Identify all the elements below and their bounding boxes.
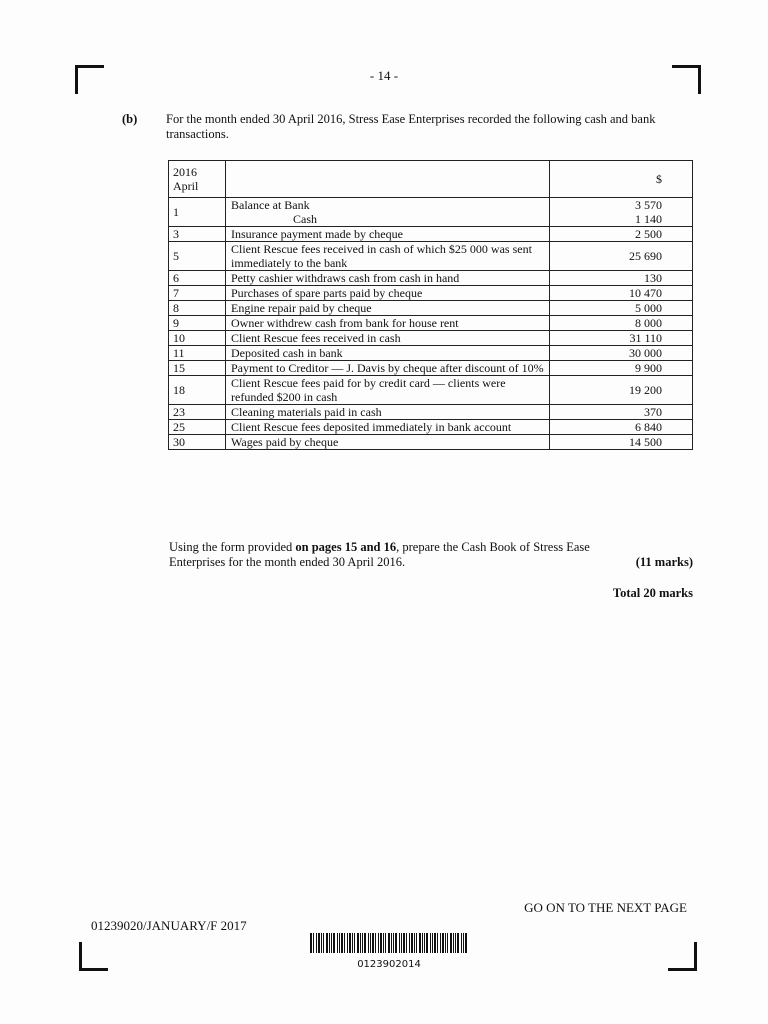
barcode-bar xyxy=(310,933,312,953)
table-row xyxy=(169,376,693,405)
description-cell: Client Rescue fees received in cash of which $25 000 was sent immediately to the bank xyxy=(226,242,550,271)
barcode-bar xyxy=(383,933,384,953)
barcode-bar xyxy=(409,933,410,953)
instruction-pre: Using the form provided xyxy=(169,540,296,554)
marks-label: (11 marks) xyxy=(635,555,693,569)
description-cell: Petty cashier withdraws cash from cash in hand xyxy=(226,271,550,286)
barcode-bar xyxy=(364,933,366,953)
barcode-bar xyxy=(368,933,369,953)
barcode-bar xyxy=(411,933,413,953)
instruction-post: , prepare the Cash Book of Stress Ease xyxy=(396,540,590,554)
barcode-bar xyxy=(339,933,340,953)
barcode-bar xyxy=(385,933,386,953)
date-cell: 15 xyxy=(169,361,226,376)
barcode-bar xyxy=(393,933,394,953)
barcode-bar xyxy=(391,933,392,953)
barcode xyxy=(308,933,470,970)
table-row xyxy=(169,301,693,316)
barcode-bar xyxy=(457,933,459,953)
barcode-bar xyxy=(453,933,454,953)
amount-cell: 10 470 xyxy=(550,286,693,301)
barcode-bar xyxy=(349,933,351,953)
header-year: 2016 xyxy=(173,165,197,179)
instruction-bold: on pages 15 and 16 xyxy=(295,540,397,554)
table-row xyxy=(169,271,693,286)
barcode-bar xyxy=(422,933,423,953)
date-cell: 18 xyxy=(169,376,226,405)
barcode-bar xyxy=(403,933,405,953)
barcode-bar xyxy=(378,933,379,953)
page-number: - 14 - xyxy=(369,68,399,83)
barcode-bar xyxy=(434,933,436,953)
barcode-bar xyxy=(419,933,421,953)
transactions-table xyxy=(168,160,693,450)
description-cell xyxy=(226,198,550,227)
date-cell: 7 xyxy=(169,286,226,301)
date-cell: 8 xyxy=(169,301,226,316)
barcode-bar xyxy=(414,933,415,953)
table-row xyxy=(169,435,693,450)
total-marks: Total 20 marks xyxy=(612,586,693,600)
barcode-number: 0123902014 xyxy=(357,959,421,970)
amount-cell: 130 xyxy=(550,271,693,286)
description-cell: Client Rescue fees deposited immediately in bank account xyxy=(226,420,550,435)
barcode-bar xyxy=(337,933,338,953)
barcode-bar xyxy=(341,933,343,953)
barcode-bar xyxy=(440,933,441,953)
barcode-bar xyxy=(416,933,417,953)
barcode-bar xyxy=(333,933,335,953)
barcode-bar xyxy=(360,933,361,953)
barcode-bar xyxy=(461,933,462,953)
barcode-bar xyxy=(357,933,359,953)
description-line: Cash xyxy=(293,212,317,226)
barcode-bar xyxy=(362,933,363,953)
date-cell: 5 xyxy=(169,242,226,271)
barcode-bar xyxy=(424,933,425,953)
instruction-text xyxy=(169,540,693,570)
description-cell: Deposited cash in bank xyxy=(226,346,550,361)
amount-cell: 19 200 xyxy=(550,376,693,405)
table-row xyxy=(169,286,693,301)
amount-cell xyxy=(550,198,693,227)
description-cell: Insurance payment made by cheque xyxy=(226,227,550,242)
description-cell: Cleaning materials paid in cash xyxy=(226,405,550,420)
barcode-bar xyxy=(326,933,328,953)
barcode-bar xyxy=(370,933,371,953)
amount-cell: 30 000 xyxy=(550,346,693,361)
barcode-bar xyxy=(313,933,314,953)
barcode-bar xyxy=(463,933,464,953)
description-cell: Purchases of spare parts paid by cheque xyxy=(226,286,550,301)
barcode-bar xyxy=(318,933,320,953)
date-cell: 6 xyxy=(169,271,226,286)
table-row xyxy=(169,316,693,331)
description-cell: Payment to Creditor — J. Davis by cheque after discount of 10% xyxy=(226,361,550,376)
barcode-bar xyxy=(406,933,407,953)
barcode-bar xyxy=(432,933,433,953)
barcode-bar xyxy=(447,933,448,953)
barcode-bar xyxy=(426,933,428,953)
barcode-bar xyxy=(344,933,345,953)
amount-cell: 6 840 xyxy=(550,420,693,435)
description-cell: Engine repair paid by cheque xyxy=(226,301,550,316)
barcode-bar xyxy=(450,933,452,953)
date-cell: 1 xyxy=(169,198,226,227)
barcode-bar xyxy=(347,933,348,953)
amount-cell: 25 690 xyxy=(550,242,693,271)
barcode-bar xyxy=(331,933,332,953)
barcode-bar xyxy=(321,933,322,953)
instruction-line2: Enterprises for the month ended 30 April 2016. xyxy=(169,555,406,569)
barcode-bar xyxy=(437,933,438,953)
table-row xyxy=(169,227,693,242)
barcode-bar xyxy=(354,933,355,953)
header-month: April xyxy=(173,179,199,193)
header-amount-cell: $ xyxy=(550,161,693,198)
table-row xyxy=(169,420,693,435)
amount-cell: 31 110 xyxy=(550,331,693,346)
date-cell: 11 xyxy=(169,346,226,361)
barcode-bar xyxy=(465,933,467,953)
table-row xyxy=(169,331,693,346)
intro-text: For the month ended 30 April 2016, Stress Ease Enterprises recorded the following cash and bank transactions. xyxy=(166,112,656,141)
table-row xyxy=(169,346,693,361)
barcode-bar xyxy=(455,933,456,953)
table-row xyxy=(169,198,693,227)
amount-cell: 370 xyxy=(550,405,693,420)
date-cell: 30 xyxy=(169,435,226,450)
table-header-row xyxy=(169,161,693,198)
barcode-bar xyxy=(329,933,330,953)
amount-cell: 9 900 xyxy=(550,361,693,376)
next-page-label: GO ON TO THE NEXT PAGE xyxy=(524,900,687,915)
header-description-cell xyxy=(226,161,550,198)
date-cell: 10 xyxy=(169,331,226,346)
date-cell: 25 xyxy=(169,420,226,435)
barcode-bar xyxy=(375,933,376,953)
table-row xyxy=(169,242,693,271)
description-cell: Client Rescue fees paid for by credit card — clients were refunded $200 in cash xyxy=(226,376,550,405)
table-row xyxy=(169,361,693,376)
barcode-bar xyxy=(372,933,374,953)
barcode-bar xyxy=(442,933,444,953)
barcode-bar xyxy=(323,933,324,953)
amount-cell: 2 500 xyxy=(550,227,693,242)
barcode-graphic xyxy=(308,933,470,953)
barcode-bar xyxy=(316,933,317,953)
barcode-bar xyxy=(401,933,402,953)
corner-mark-bottom-left xyxy=(79,942,108,971)
description-line: Balance at Bank xyxy=(231,198,310,212)
description-cell: Wages paid by cheque xyxy=(226,435,550,450)
table-row xyxy=(169,405,693,420)
date-cell: 3 xyxy=(169,227,226,242)
barcode-bar xyxy=(395,933,397,953)
description-cell: Owner withdrew cash from bank for house rent xyxy=(226,316,550,331)
corner-mark-bottom-right xyxy=(668,942,697,971)
description-cell: Client Rescue fees received in cash xyxy=(226,331,550,346)
amount-line: 1 140 xyxy=(635,212,662,226)
amount-line: 3 570 xyxy=(635,198,662,212)
amount-cell: 14 500 xyxy=(550,435,693,450)
barcode-bar xyxy=(399,933,400,953)
date-cell: 9 xyxy=(169,316,226,331)
barcode-bar xyxy=(445,933,446,953)
barcode-bar xyxy=(352,933,353,953)
date-cell: 23 xyxy=(169,405,226,420)
header-date-cell xyxy=(169,161,226,198)
amount-cell: 5 000 xyxy=(550,301,693,316)
paper-code: 01239020/JANUARY/F 2017 xyxy=(91,918,247,933)
part-label: (b) xyxy=(122,112,138,126)
amount-cell: 8 000 xyxy=(550,316,693,331)
barcode-bar xyxy=(380,933,382,953)
barcode-bar xyxy=(388,933,390,953)
barcode-bar xyxy=(430,933,431,953)
